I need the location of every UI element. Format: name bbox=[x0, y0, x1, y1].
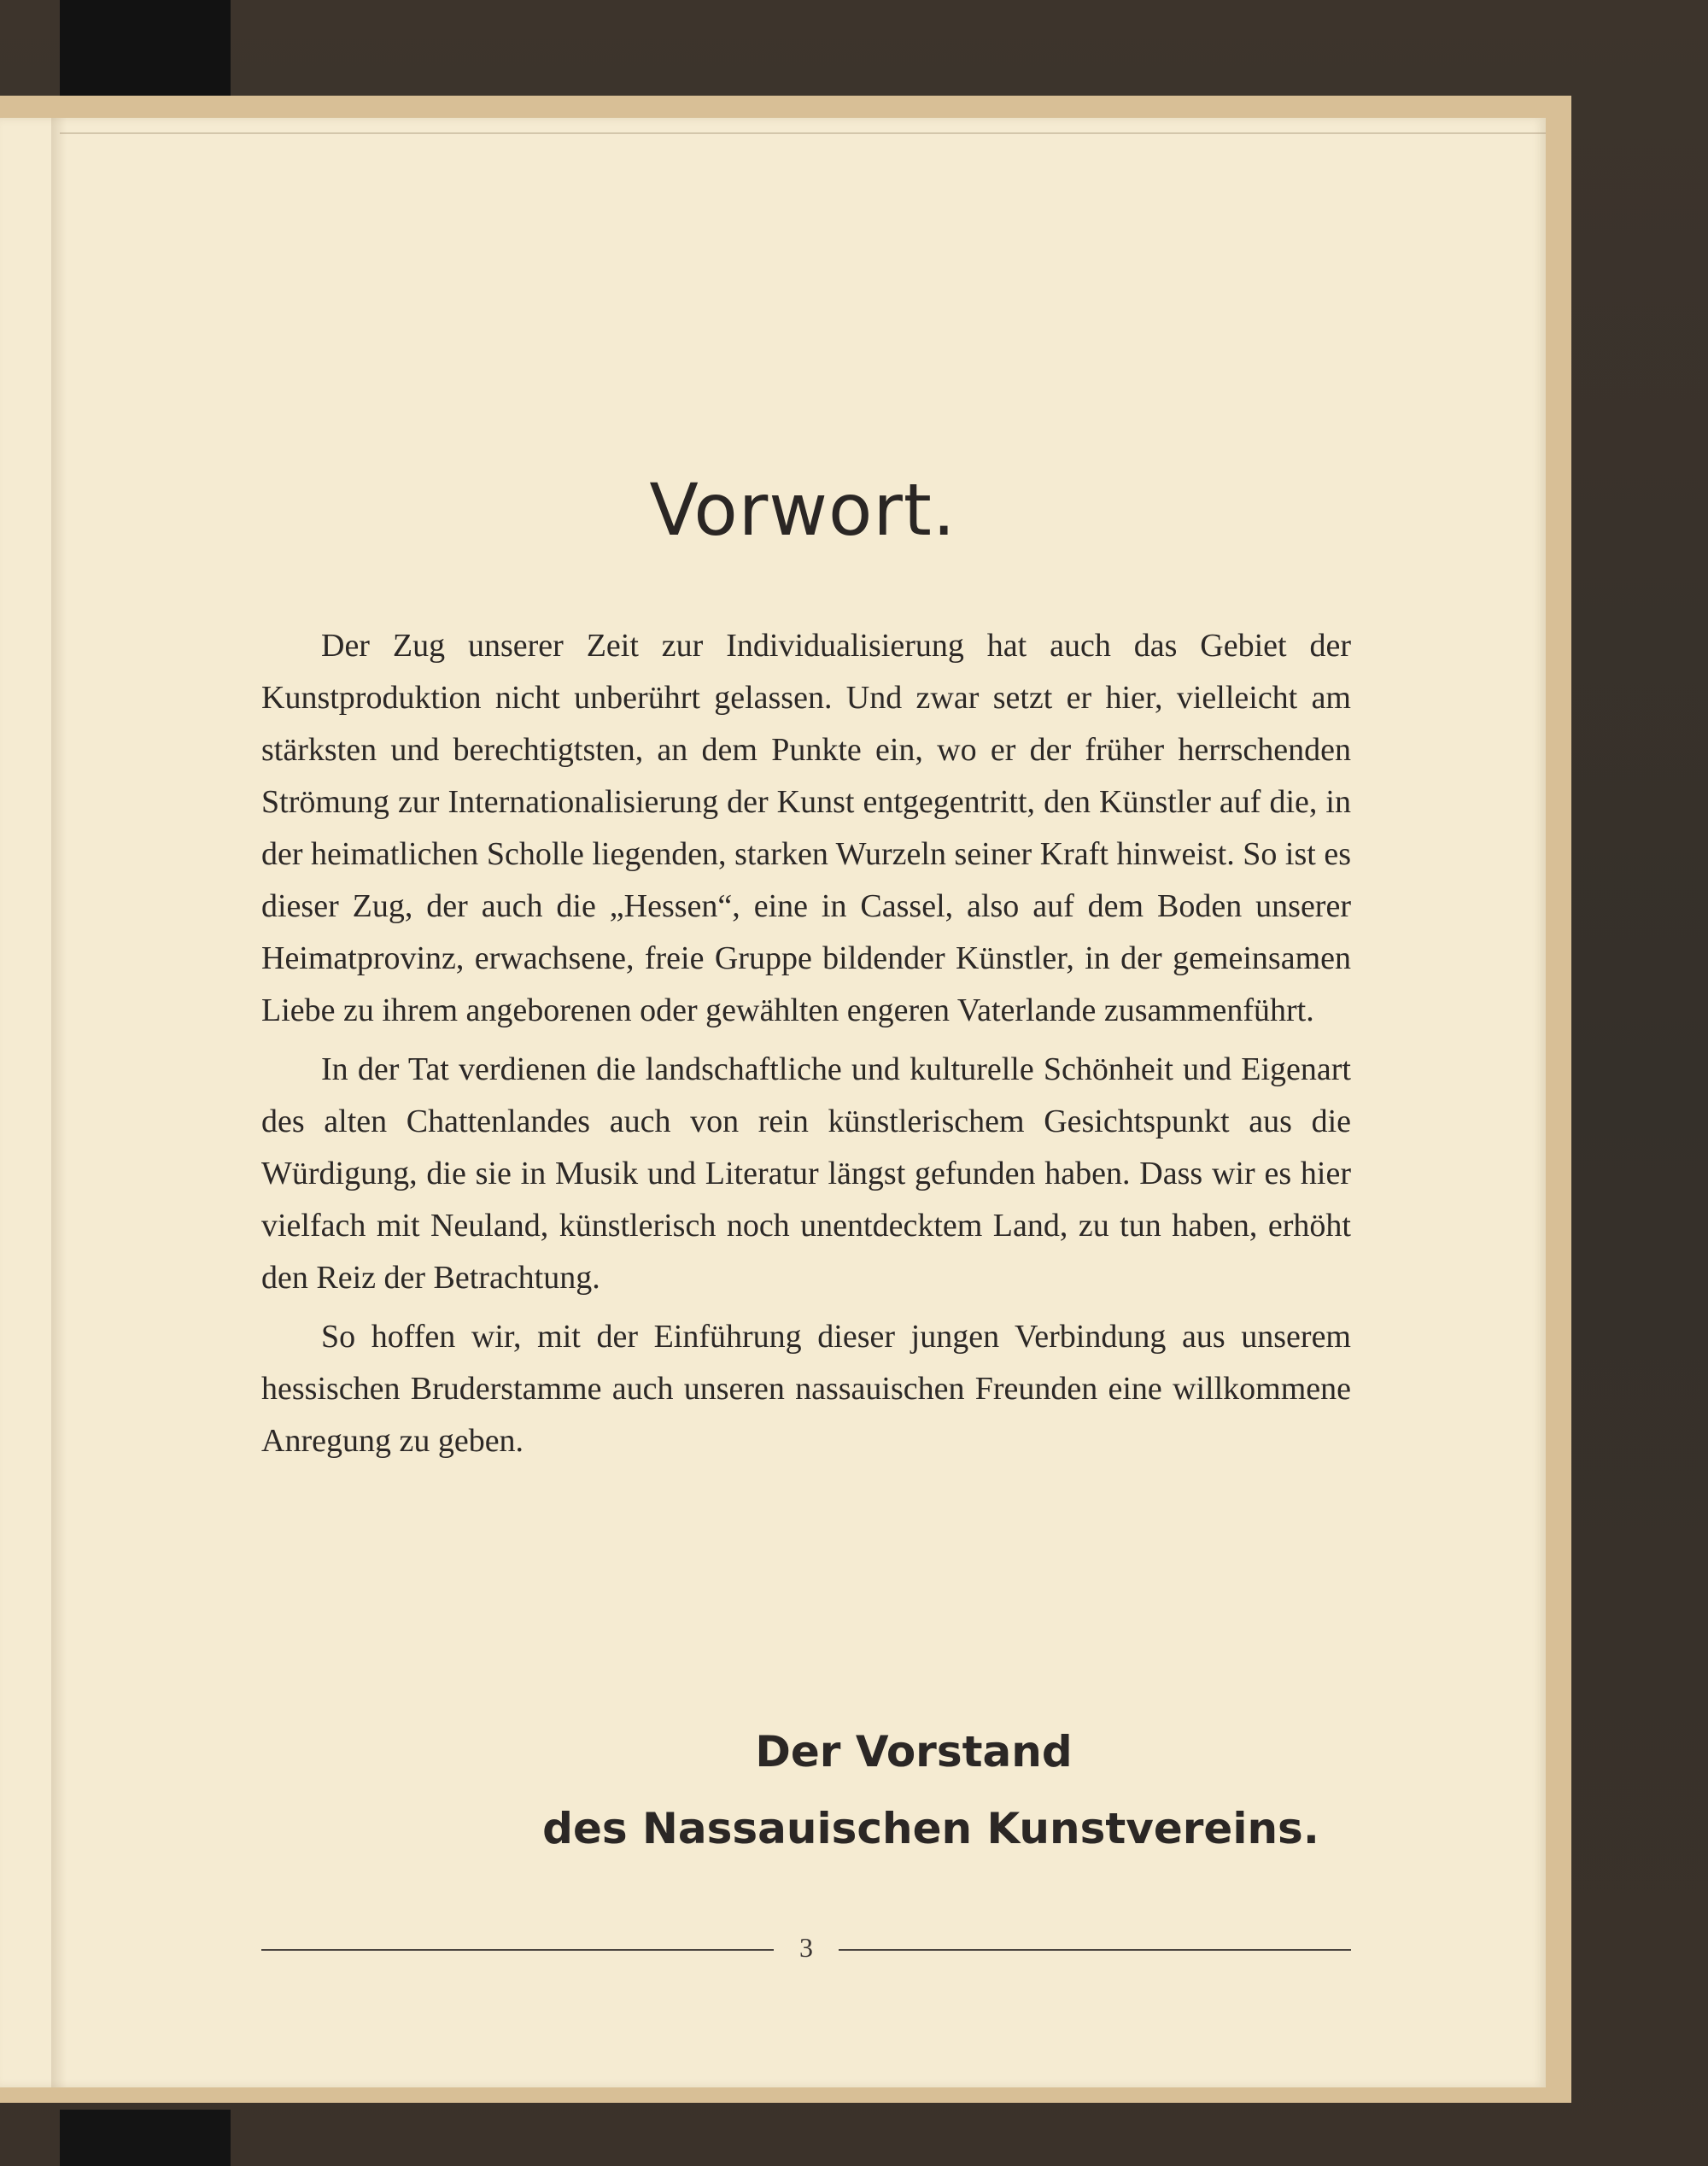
page-number: 3 bbox=[799, 1932, 813, 1963]
signature-block bbox=[529, 1713, 1332, 1867]
signature-line-2: des Nassauischen Kunstvereins. bbox=[542, 1804, 1319, 1853]
scan-border-top bbox=[60, 0, 231, 96]
scan-border-bottom bbox=[60, 2110, 231, 2166]
paragraph-1: Der Zug unserer Zeit zur Individualisierung hat auch das Gebiet der Kunstproduktion nicht unberührt gelassen. Und zwar setzt er hier, vielleicht am stärksten und berechtigtsten, an dem Punkte ein, wo er der früher herrschenden Strömung zur Internationalisierung der Kunst entgegentritt, den Künstler auf die, in der heimatlichen Scholle liegenden, starken Wurzeln seiner Kraft hinweist. So ist es dieser Zug, der auch die „Hessen“, eine in Cassel, also auf dem Boden unserer Heimatprovinz, erwachsene, freie Gruppe bildender Künstler, in der gemeinsamen Liebe zu ihrem angeborenen oder gewählten engeren Vaterlande zusammenführt. bbox=[261, 628, 1351, 1028]
paragraph-2: In der Tat verdienen die landschaftliche und kulturelle Schönheit und Eigenart des alten Chattenlandes auch von rein künstlerischem Gesichtspunkt aus die Würdigung, die sie in Musik und Literatur längst gefunden haben. Dass wir es hier vielfach mit Neuland, künstlerisch noch unentdecktem Land, zu tun haben, erhöht den Reiz der Betrachtung. bbox=[261, 1051, 1351, 1296]
page-title: Vorwort. bbox=[649, 468, 956, 552]
paragraph-3: So hoffen wir, mit der Einführung dieser jungen Verbindung aus unserem hessischen Bruderstamme auch unseren nassauischen Freunden eine willkommene Anregung zu geben. bbox=[261, 1319, 1351, 1459]
page-edge-line bbox=[60, 132, 1546, 134]
page-footer bbox=[261, 1932, 1351, 1966]
foreword-text bbox=[261, 620, 1351, 1474]
footer-rule-left bbox=[261, 1949, 774, 1951]
signature-line-1: Der Vorstand bbox=[755, 1727, 1073, 1777]
page-gutter bbox=[51, 118, 67, 2087]
footer-rule-right bbox=[839, 1949, 1351, 1951]
